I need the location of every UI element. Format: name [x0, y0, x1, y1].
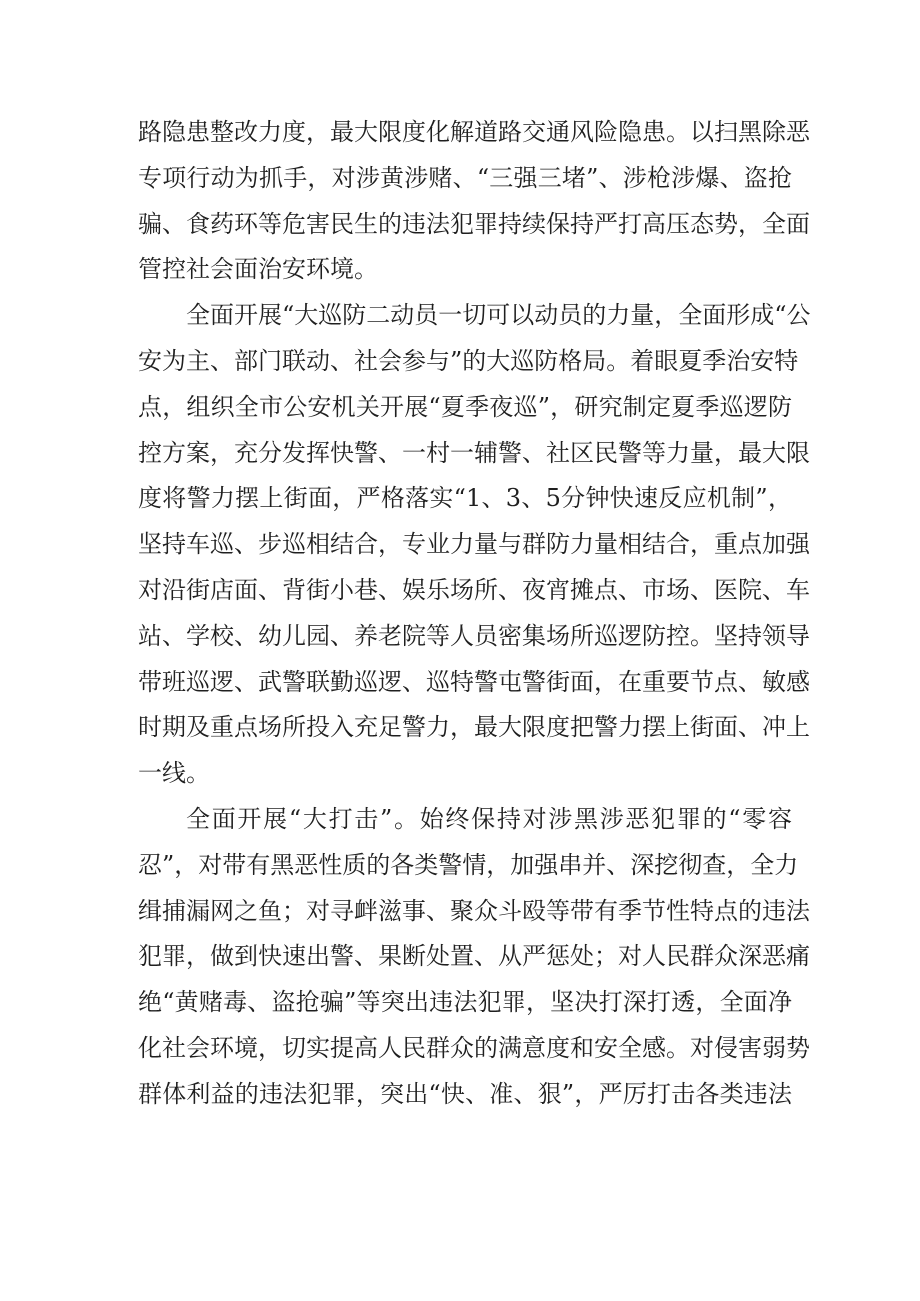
paragraph-2: [138, 293, 811, 797]
text-line: 带班巡逻、武警联勤巡逻、巡特警屯警街面，在重要节点、敏感: [138, 667, 810, 696]
text-line: 控方案，充分发挥快警、一村一辅警、社区民警等力量，最大限: [138, 438, 810, 467]
text-line: 度将警力摆上街面，严格落实“1、3、5分钟快速反应机制”，: [138, 484, 792, 513]
text-line: 路隐患整改力度，最大限度化解道路交通风险隐患。以扫黑除恶: [138, 118, 810, 146]
text-line: 全面开展“大打击”。始终保持对涉黑涉恶犯罪的“零容: [186, 804, 792, 833]
paragraph-3: [138, 797, 810, 1118]
document-body: [138, 110, 811, 1118]
text-line: 安为主、部门联动、社会参与”的大巡防格局。着眼夏季治安特: [138, 346, 799, 375]
text-line: 化社会环境，切实提高人民群众的满意度和安全感。对侵害弱势: [138, 1033, 810, 1062]
text-line: 绝“黄赌毒、盗抢骗”等突出违法犯罪，坚决打深打透，全面净: [138, 988, 792, 1017]
text-line: 犯罪，做到快速出警、果断处置、从严惩处；对人民群众深恶痛: [138, 942, 810, 971]
text-line: 管控社会面治安环境。: [138, 255, 378, 284]
text-line: 缉捕漏网之鱼；对寻衅滋事、聚众斗殴等带有季节性特点的违法: [138, 896, 810, 925]
text-line: 点，组织全市公安机关开展“夏季夜巡”，研究制定夏季巡逻防: [138, 392, 792, 421]
text-line: 坚持车巡、步巡相结合，专业力量与群防力量相结合，重点加强: [138, 530, 810, 559]
text-line: 对沿街店面、背街小巷、娱乐场所、夜宵摊点、市场、医院、车: [138, 575, 810, 604]
text-line: 忍”，对带有黑恶性质的各类警情，加强串并、深挖彻查，全力: [138, 850, 799, 879]
paragraph-1: [138, 110, 810, 293]
text-line: 骗、食药环等危害民生的违法犯罪持续保持严打高压态势，全面: [138, 209, 810, 238]
text-line: 站、学校、幼儿园、养老院等人员密集场所巡逻防控。坚持领导: [138, 621, 810, 650]
text-line: 专项行动为抓手，对涉黄涉赌、“三强三堵”、涉枪涉爆、盗抢: [138, 163, 792, 192]
text-line: 一线。: [138, 759, 210, 788]
text-line: 群体利益的违法犯罪，突出“快、准、狠”，严厉打击各类违法: [138, 1079, 792, 1108]
text-line: 全面开展“大巡防二动员一切可以动员的力量，全面形成“公: [186, 301, 811, 330]
text-line: 时期及重点场所投入充足警力，最大限度把警力摆上街面、冲上: [138, 713, 810, 742]
